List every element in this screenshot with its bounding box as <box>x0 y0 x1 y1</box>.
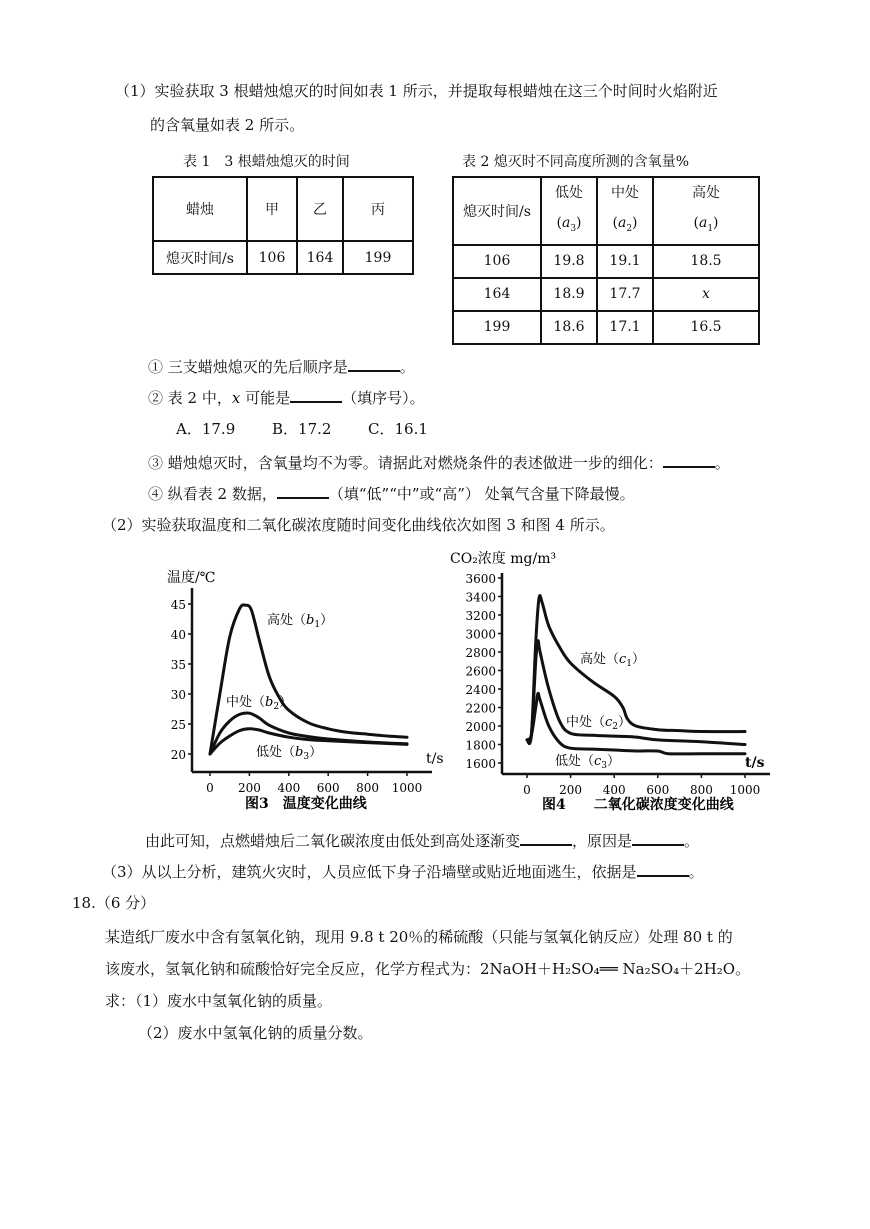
x-tick-label: 400 <box>277 781 301 795</box>
chart-title: 图3 温度变化曲线 <box>245 796 367 812</box>
table1-cell: 106 <box>247 241 297 274</box>
answer-blank[interactable] <box>520 830 572 846</box>
part2-intro: （2）实验获取温度和二氧化碳浓度随时间变化曲线依次如图 3 和图 4 所示。 <box>102 516 615 534</box>
question-text: ，原因是 <box>572 832 633 850</box>
column-var: a <box>698 215 708 231</box>
table2-cell: 17.7 <box>597 278 653 311</box>
answer-blank[interactable] <box>348 356 400 372</box>
question-text: （填序号）。 <box>342 389 425 407</box>
option-a: A．17.9 <box>176 420 236 438</box>
table2 <box>452 176 760 345</box>
answer-blank[interactable] <box>637 861 689 877</box>
answer-blank[interactable] <box>663 452 715 468</box>
y-tick-label: 3000 <box>465 627 496 642</box>
question-1 <box>148 356 415 377</box>
question-4 <box>148 483 635 504</box>
y-tick-label: 3200 <box>465 609 496 623</box>
y-tick-label: 2400 <box>465 683 496 697</box>
table1-header-cell: 乙 <box>297 177 343 241</box>
series-label: 低处$(b_3)$ <box>256 745 323 762</box>
table2-cell: 164 <box>453 278 541 311</box>
column-sub: 2 <box>626 223 633 234</box>
figure3-temperature-chart <box>160 560 450 822</box>
y-tick-label: 2800 <box>465 646 496 660</box>
series-label: 高处$(b_1)$ <box>267 613 334 630</box>
q18-line1: 某造纸厂废水中含有氢氧化钠，现用 9.8 t 20％的稀硫酸（只能与氢氧化钠反应）处理 80 t 的 <box>105 928 733 946</box>
chart-title: 图4 二氧化碳浓度变化曲线 <box>542 797 734 813</box>
punctuation: 。 <box>399 358 415 376</box>
column-sub: 1 <box>707 223 714 234</box>
y-tick-label: 1600 <box>465 757 496 771</box>
question-text: ① 三支蜡烛熄灭的先后顺序是 <box>148 358 348 376</box>
y-tick-label: 2600 <box>465 664 496 679</box>
question-text: ② 表 2 中， <box>148 389 232 407</box>
part1-intro-line1: （1）实验获取 3 根蜡烛熄灭的时间如表 1 所示，并提取每根蜡烛在这三个时间时火焰附近 <box>115 82 718 100</box>
answer-blank[interactable] <box>290 387 342 403</box>
table2-caption: 表 2 熄灭时不同高度所测的含氧量% <box>462 154 690 170</box>
series-label: 高处$(c_1)$ <box>580 652 646 669</box>
question-text: 由此可知，点燃蜡烛后二氧化碳浓度由低处到高处逐渐变 <box>145 832 521 850</box>
y-tick-label: 2000 <box>465 720 496 734</box>
option-b: B．17.2 <box>272 420 332 438</box>
table2-cell: 18.9 <box>541 278 597 311</box>
figure4-co2-chart <box>440 545 780 822</box>
column-sub: 3 <box>570 223 577 234</box>
table2-cell: 199 <box>453 311 541 344</box>
column-name: 中处 <box>611 185 639 201</box>
question-3 <box>148 452 730 473</box>
y-tick-label: 35 <box>170 658 186 672</box>
table1-cell: 熄灭时间/s <box>153 241 247 274</box>
y-tick-label: 25 <box>170 718 186 732</box>
table2-header-cell: 低处 $(a_3)$ <box>541 177 597 245</box>
table2-header-cell: 熄灭时间/s <box>453 177 541 245</box>
option-c: C．16.1 <box>368 420 428 438</box>
table2-cell: 106 <box>453 245 541 278</box>
table1-caption: 表 1 3 根蜡烛熄灭的时间 <box>183 154 350 170</box>
y-tick-label: 20 <box>170 748 186 762</box>
q18-title: 18.（6 分） <box>72 894 156 912</box>
x-tick-label: 400 <box>602 783 626 797</box>
question-text: （填“低”“中”或“高”） 处氧气含量下降最慢。 <box>328 485 635 503</box>
x-tick-label: 1000 <box>729 783 761 797</box>
punctuation: 。 <box>684 832 700 850</box>
x-tick-label: 0 <box>206 781 214 795</box>
table1-header-cell: 甲 <box>247 177 297 241</box>
series-label: 中处$(c_2)$ <box>566 715 632 732</box>
punctuation: 。 <box>688 863 704 881</box>
table2-row <box>453 278 759 311</box>
x-axis-label: t/s <box>745 755 765 771</box>
table1-header-cell: 丙 <box>343 177 413 241</box>
q18-line2: 该废水，氢氧化钠和硫酸恰好完全反应，化学方程式为：2NaOH＋H₂SO₄══ Na₂SO₄＋2H₂O。 <box>105 960 751 978</box>
x-tick-label: 200 <box>237 781 261 795</box>
punctuation: 。 <box>714 454 730 472</box>
x-tick-label: 200 <box>559 783 583 797</box>
table2-cell: 19.1 <box>597 245 653 278</box>
table1 <box>152 176 414 275</box>
table2-cell: 16.5 <box>653 311 759 344</box>
q18-ask1: 求：（1）废水中氢氧化钠的质量。 <box>105 992 333 1010</box>
x-tick-label: 1000 <box>391 781 423 795</box>
table2-cell: 17.1 <box>597 311 653 344</box>
x-tick-label: 800 <box>689 783 713 797</box>
x-tick-label: 600 <box>646 783 670 797</box>
y-axis-label: 温度/℃ <box>167 570 216 586</box>
y-tick-label: 3600 <box>465 572 496 586</box>
table2-row <box>453 311 759 344</box>
table1-header-cell: 蜡烛 <box>153 177 247 241</box>
table2-header-cell: 高处 $(a_1)$ <box>653 177 759 245</box>
q18-ask2: （2）废水中氢氧化钠的质量分数。 <box>138 1024 373 1042</box>
table1-cell: 199 <box>343 241 413 274</box>
column-var: a <box>561 215 571 231</box>
column-name: 高处 <box>692 185 720 201</box>
series-label: 中处$(b_2)$ <box>226 695 293 712</box>
part1-intro-line2: 的含氧量如表 2 所示。 <box>150 116 305 134</box>
table1-cell: 164 <box>297 241 343 274</box>
question-text: （3）从以上分析，建筑火灾时，人员应低下身子沿墙壁或贴近地面逃生，依据是 <box>102 863 637 881</box>
part3 <box>102 861 704 882</box>
table2-header-cell: 中处 $(a_2)$ <box>597 177 653 245</box>
table2-row <box>453 245 759 278</box>
table2-cell: 19.8 <box>541 245 597 278</box>
y-tick-label: 30 <box>170 688 186 702</box>
y-tick-label: 45 <box>170 598 186 612</box>
series-label: 低处$(c_3)$ <box>555 754 621 771</box>
answer-blank[interactable] <box>277 483 329 499</box>
y-tick-label: 1800 <box>465 738 496 753</box>
question-text: ③ 蜡烛熄灭时，含氧量均不为零。请据此对燃烧条件的表述做进一步的细化： <box>148 454 663 472</box>
question-text: 可能是 <box>240 389 291 407</box>
y-axis-label: CO₂浓度 mg/m³ <box>450 551 557 567</box>
table2-cell: x <box>653 278 759 311</box>
y-tick-label: 2200 <box>465 701 496 716</box>
answer-blank[interactable] <box>632 830 684 846</box>
y-tick-label: 3400 <box>465 590 496 605</box>
variable: x <box>231 389 241 407</box>
y-tick-label: 40 <box>170 628 186 642</box>
column-var: a <box>617 215 627 231</box>
x-axis-label: t/s <box>426 751 444 767</box>
x-tick-label: 0 <box>523 783 531 797</box>
table2-cell: 18.6 <box>541 311 597 344</box>
question-2 <box>148 387 425 408</box>
question-text: ④ 纵看表 2 数据， <box>148 485 277 503</box>
table2-cell: 18.5 <box>653 245 759 278</box>
column-name: 低处 <box>555 185 583 201</box>
x-tick-label: 600 <box>316 781 340 795</box>
x-tick-label: 800 <box>356 781 380 795</box>
part2-conclusion <box>145 830 699 851</box>
